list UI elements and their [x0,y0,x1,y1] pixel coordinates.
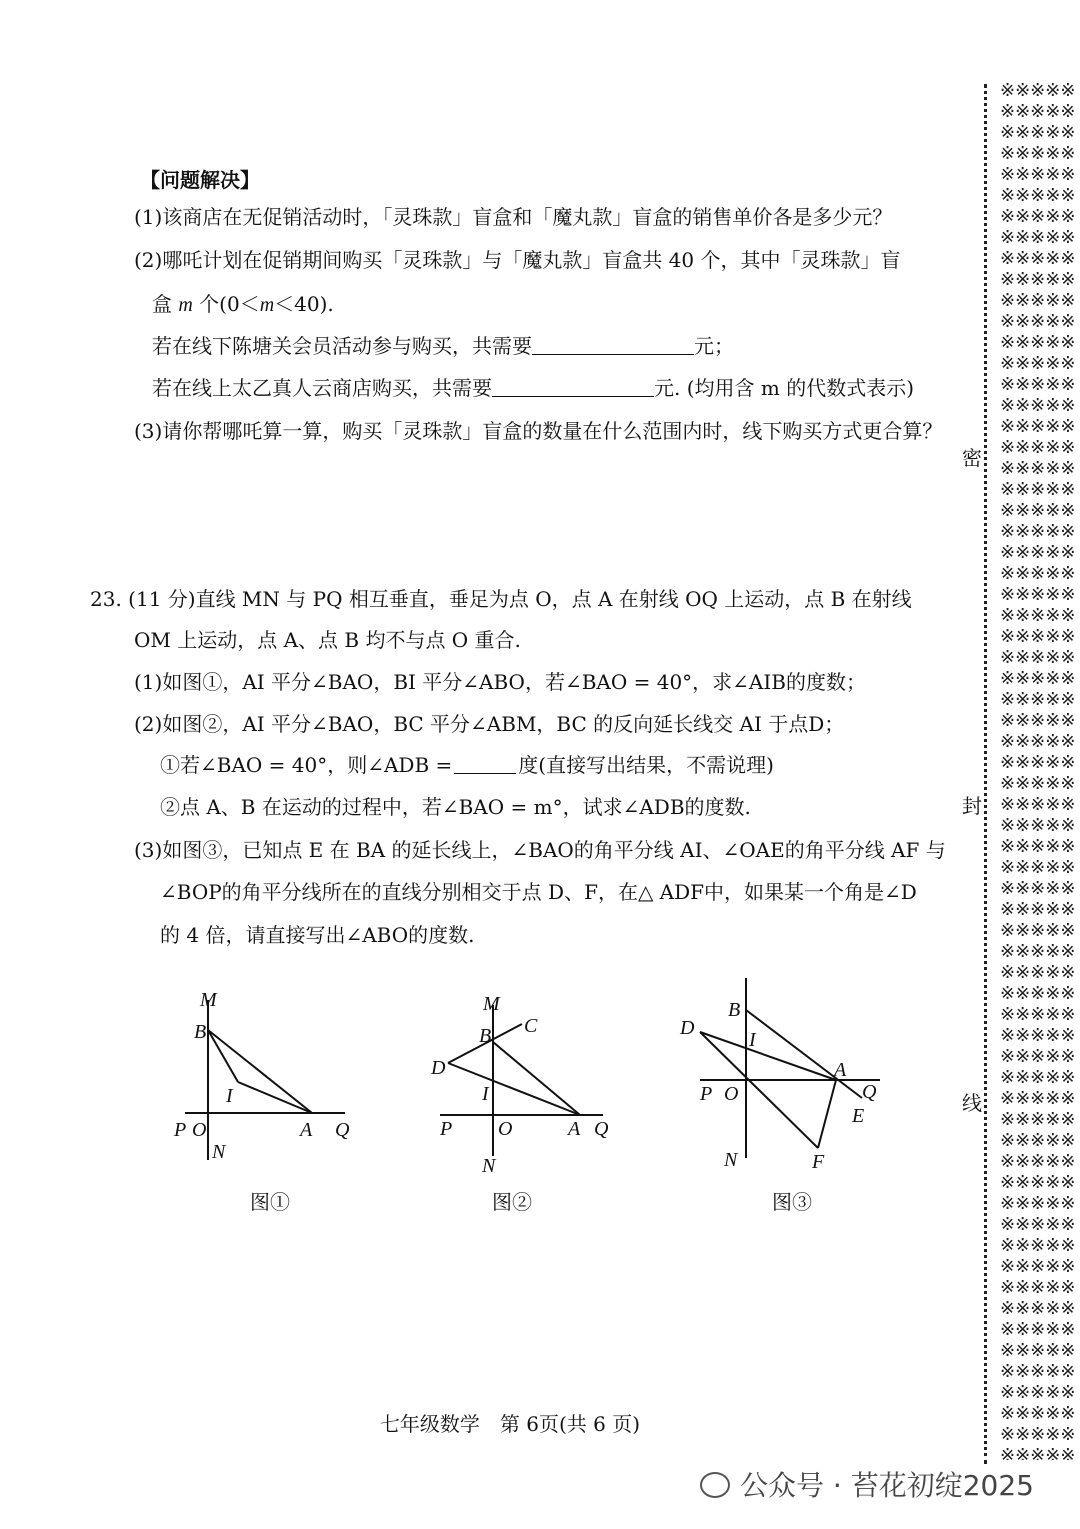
q23-part1: (1)如图①，AI 平分∠BAO，BI 平分∠ABO，若∠BAO = 40°，求∠AIB的度数； [134,670,866,694]
q23-part3-line3: 的 4 倍，请直接写出∠ABO的度数. [160,923,475,947]
binding-dotted-line [984,84,987,1464]
fig3-label-b: B [728,999,741,1021]
q23-part2: (2)如图②，AI 平分∠BAO，BC 平分∠ABM，BC 的反向延长线交 AI 于点D； [134,712,845,736]
fig3-label-f: F [812,1151,825,1173]
q23-part3-line2: ∠BOP的角平分线所在的直线分别相交于点 D、F，在△ ADF中，如果某一个角是∠D [160,880,917,904]
q22-online-cost: 若在线上太乙真人云商店购买，共需要 元. (均用含 m 的代数式表示) [152,376,914,400]
figure-1 [173,989,350,1163]
fig1-label-p: P [174,1119,187,1141]
fig1-label-a: A [300,1119,313,1141]
fig2-label-i: I [482,1083,489,1105]
fig2-label-b: B [479,1025,492,1047]
fig1-label-n: N [212,1141,226,1163]
figure-2 [430,993,609,1177]
fig3-label-o: O [724,1083,739,1105]
fig3-label-i: I [749,1029,756,1051]
answer-blank-adb[interactable] [454,755,516,774]
fig1-label-o: O [192,1119,207,1141]
q22-part2-line1: (2)哪吒计划在促销期间购买「灵珠款」与「魔丸款」盲盒共 40 个，其中「灵珠款」盲 [134,248,901,272]
fig3-label-q: Q [862,1081,877,1103]
answer-blank-offline[interactable] [532,336,694,355]
q23-part2-sub2: ②点 A、B 在运动的过程中，若∠BAO = m°，试求∠ADB的度数. [160,795,751,819]
q23-part2-sub1: ①若∠BAO = 40°，则∠ADB = 度(直接写出结果，不需说理) [160,753,774,777]
fig2-label-n: N [482,1155,496,1177]
q23-part3-line1: (3)如图③，已知点 E 在 BA 的延长线上，∠BAO的角平分线 AI、∠OAE的角平分线 AF 与 [134,838,946,862]
page-footer: 七年级数学 第 6页(共 6 页) [379,1412,641,1436]
geometry-figures [0,960,980,1220]
fig3-label-d: D [680,1017,695,1039]
wechat-icon [700,1472,730,1498]
q22-part2-line2: 盒 m 个(0＜m＜40). [152,292,334,316]
fig3-label-e: E [852,1105,865,1127]
figure-3-caption: 图③ [772,1190,812,1214]
figure-1-caption: 图① [250,1190,290,1214]
fig3-label-a: A [834,1059,847,1081]
fig1-label-i: I [226,1085,233,1107]
q23-stem-line1: 23. (11 分)直线 MN 与 PQ 相互垂直，垂足为点 O，点 A 在射线 OQ 上运动，点 B 在射线 [90,587,912,611]
q22-offline-cost: 若在线下陈塘关会员活动参与购买，共需要 元； [152,334,734,358]
fig2-label-q: Q [594,1118,609,1140]
margin-char-mi: 密 [962,440,982,473]
answer-blank-online[interactable] [492,378,654,397]
fig2-label-d: D [431,1057,446,1079]
fig1-label-q: Q [335,1119,350,1141]
fig2-label-o: O [498,1118,513,1140]
binding-margin-pattern: ※※※※※※※※※※※※※※※※※※※※※※※※※※※※※※※※※※※※※※※※※※※※※※※※※※※※※※※※※※※※※※※※※※※※※※※※※※※※※※※※※※※※※※※※※※※※※※※※※※※※※※※※※※※※※※※※※※※※※※※※※※※※※※※※※※※※※※※※※※※※※※※※※※※※※※※※※※※※※※※※※※※※※※※※※※※※※※※※※※※※※※※※※※※※※※※※※※※※※※※※※※※※※※※※※※※※※※※※※※※※※※※※※※※※※※※※※※※※※※※※※※※※※※※※※※※※※※※※※※※※※※※※※※※※※※※※※※※※※※※※※※※※※※※※※※※※※※※※※※※※※※※※※※※※※※※※※※※※※※※※※※※※※※※※※※ [1000,80,1076,1460]
watermark [700,1464,1034,1504]
section-heading: 【问题解决】 [140,168,260,192]
fig2-label-m: M [483,993,500,1015]
q22-part1: (1)该商店在无促销活动时，「灵珠款」盲盒和「魔丸款」盲盒的销售单价各是多少元？ [134,205,893,229]
margin-char-feng: 封 [962,788,982,821]
q23-stem-line2: OM 上运动，点 A、点 B 均不与点 O 重合. [134,628,521,652]
fig1-label-m: M [200,989,217,1011]
fig2-label-a: A [568,1118,581,1140]
fig3-label-n: N [724,1149,738,1171]
q22-part3: (3)请你帮哪吒算一算，购买「灵珠款」盲盒的数量在什么范围内时，线下购买方式更合算？ [134,419,943,443]
fig2-label-p: P [440,1118,453,1140]
margin-char-xian: 线 [962,1085,982,1118]
figure-2-caption: 图② [492,1190,532,1214]
watermark-text: 公众号 · 苔花初绽2025 [740,1469,1034,1502]
fig1-label-b: B [194,1021,207,1043]
fig2-label-c: C [524,1015,538,1037]
fig3-label-p: P [700,1083,713,1105]
figure-3 [679,978,880,1173]
